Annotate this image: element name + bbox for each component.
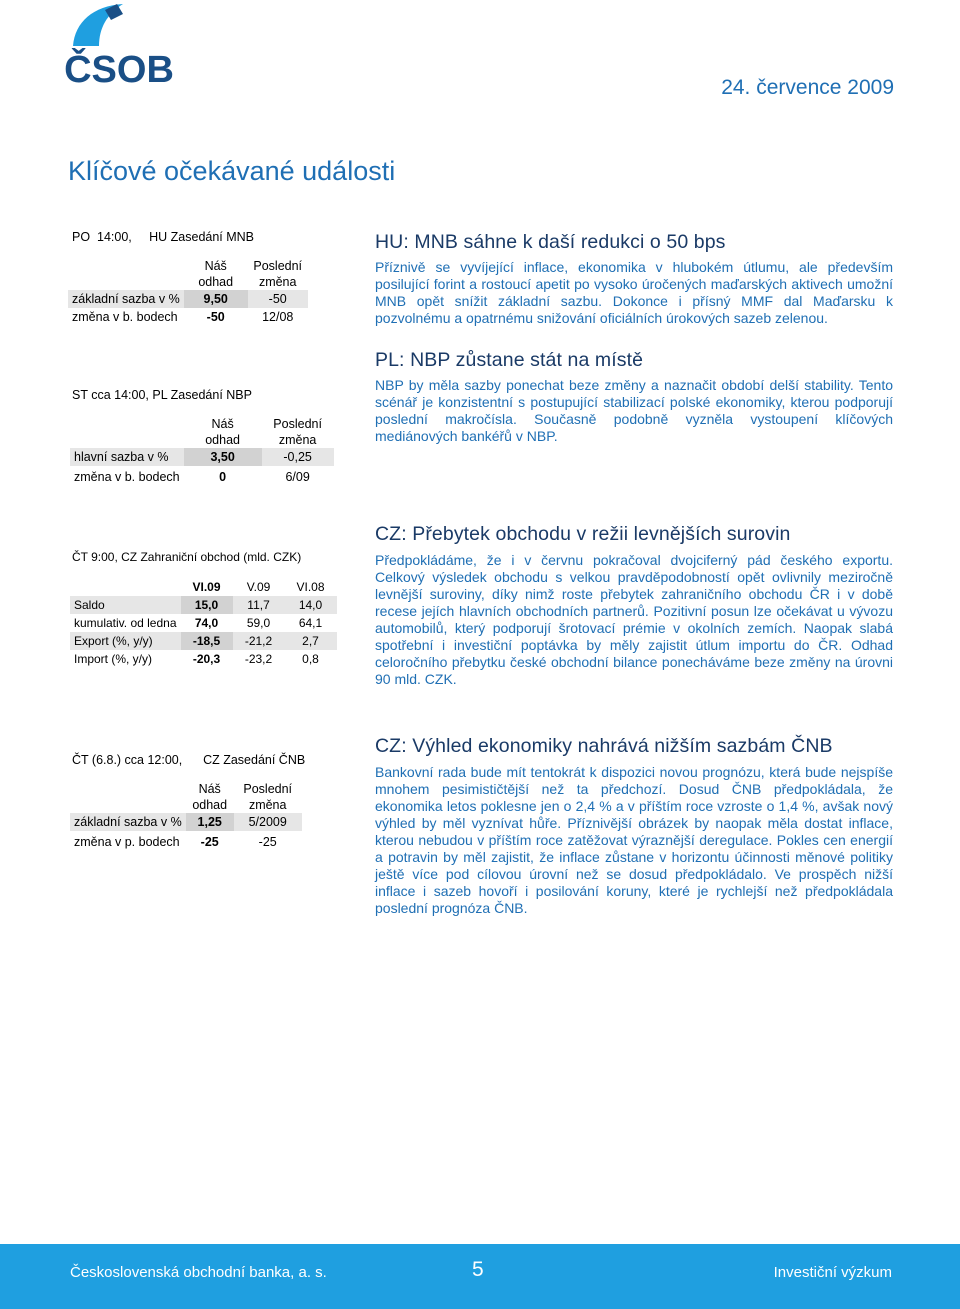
event-heading: ČT 9:00, CZ Zahraniční obchod (mld. CZK) xyxy=(72,550,302,564)
csob-logo xyxy=(65,2,173,86)
event-cz-cnb xyxy=(70,753,305,853)
page-number: 5 xyxy=(472,1258,484,1281)
news-block-cz-trade xyxy=(375,523,893,688)
news-text: NBP by měla sazby ponechat beze změny a naznačit období delší stability. Tento scénář je konzistentní s postupující stabilizací polské ekonomiky, kterou podporují poslední makročísla. Současně podobně vyzněla vystoupení klíčových mediánových bankéřů v NBP. xyxy=(375,377,893,444)
rates-table xyxy=(68,258,308,326)
trade-table xyxy=(70,578,337,668)
footer-department: Investiční výzkum xyxy=(773,1264,892,1281)
table-row: základní sazba v % 1,25 5/2009 xyxy=(70,813,302,831)
table-row: kumulativ. od ledna 74,0 59,0 64,1 xyxy=(74,616,323,630)
report-date: 24. července 2009 xyxy=(721,76,894,99)
col-header-last: Poslední změna xyxy=(253,259,303,289)
table-row: základní sazba v % 9,50 -50 xyxy=(68,290,308,308)
news-block-hu xyxy=(375,231,893,327)
footer-bank-name: Československá obchodní banka, a. s. xyxy=(70,1264,327,1281)
news-title: CZ: Výhled ekonomiky nahrává nižším sazbám ČNB xyxy=(375,735,833,757)
col-header: V.09 xyxy=(246,580,271,594)
news-title: PL: NBP zůstane stát na místě xyxy=(375,349,644,371)
rates-table xyxy=(70,416,334,488)
table-row: změna v p. bodech -25 -25 xyxy=(74,835,277,849)
table-row: změna v b. bodech 0 6/09 xyxy=(74,470,310,484)
page-title: Klíčové očekávané události xyxy=(68,156,396,186)
col-header-last: Poslední změna xyxy=(243,782,293,812)
rates-table xyxy=(70,781,302,853)
news-block-cz-cnb xyxy=(375,735,893,917)
event-cz-trade xyxy=(70,550,337,668)
news-block-pl xyxy=(375,349,893,445)
col-header-estimate: Náš odhad xyxy=(205,417,240,447)
footer-bar xyxy=(0,1244,960,1309)
table-row: Saldo 15,0 11,7 14,0 xyxy=(70,596,337,614)
col-header: VI.08 xyxy=(296,580,325,594)
news-title: CZ: Přebytek obchodu v režii levnějších surovin xyxy=(375,523,791,545)
event-heading: ČT (6.8.) cca 12:00, CZ Zasedání ČNB xyxy=(72,753,306,767)
event-hu-mnb xyxy=(68,230,308,326)
table-row: hlavní sazba v % 3,50 -0,25 xyxy=(70,448,334,466)
logo-text: ČSOB xyxy=(65,49,173,86)
col-header: VI.09 xyxy=(192,580,221,594)
news-text: Příznivě se vyvíjející inflace, ekonomika v hlubokém útlumu, ale především posilující forint a rostoucí apetit po vysoko úročených maďarských aktivech umožní MNB opět snížit základní sazbu. Dokonce i přísný MMF dal Maďarsku k pozvolnému a opatrnému snižování oficiálních úrokových sazeb zelenou. xyxy=(375,259,893,326)
news-text: Předpokládáme, že i v červnu pokračoval dvojciferný pád českého exportu. Celkový výsledek obchodu s velkou pravděpodobností opět ovlivnily meziročně levnější suroviny, díky nimž roste přebytek zahraničního obchodu ČR i v době recese jejích hlavních obchodních partnerů. Pozitivní posun lze očekávat u vývozu automobilů, který podporují šrotovací prémie v okolních zemích. Naopak slabá spotřební i investiční poptávka by měly zajistit útlum importu do ČR. Odhad celoročního přebytku české obchodní bilance ponecháváme beze změny na úrovni 90 mld. CZK. xyxy=(375,552,893,687)
event-heading: PO 14:00, HU Zasedání MNB xyxy=(72,230,255,244)
table-row: Export (%, y/y) -18,5 -21,2 2,7 xyxy=(70,632,337,650)
col-header-estimate: Náš odhad xyxy=(198,259,234,289)
col-header-last: Poslední změna xyxy=(273,417,322,447)
event-pl-nbp xyxy=(70,388,334,488)
col-header-estimate: Náš odhad xyxy=(192,782,228,812)
table-row: Import (%, y/y) -20,3 -23,2 0,8 xyxy=(74,652,319,666)
news-title: HU: MNB sáhne k daší redukci o 50 bps xyxy=(375,231,726,253)
table-row: změna v b. bodech -50 12/08 xyxy=(72,310,294,324)
news-text: Bankovní rada bude mít tentokrát k dispozici novou prognózu, která bude nejspíše mnohem pesimističtější než ta předchozí. Dosud ČNB předpokládala, že ekonomika letos poklesne jen o 2,4 % a v příštím roce vzroste o 1,4 %, avšak nový výhled by měl vyznívat hůře. Příznivější obrázek by naopak měla dostat inflace, kterou nebudou v příštím roce zatěžovat výraznější deregulace. Pokles cen energií a potravin by měl zajistit, že inflace zůstane v horizontu účinnosti měnové politiky ještě více pod cílovou úrovní než se dosud předpokládalo. Ve prospěch nižší inflace i sazeb hovoří i posilování koruny, které je rychlejší než předpokládala poslední prognóza ČNB. xyxy=(375,764,893,916)
event-heading: ST cca 14:00, PL Zasedání NBP xyxy=(72,388,252,402)
